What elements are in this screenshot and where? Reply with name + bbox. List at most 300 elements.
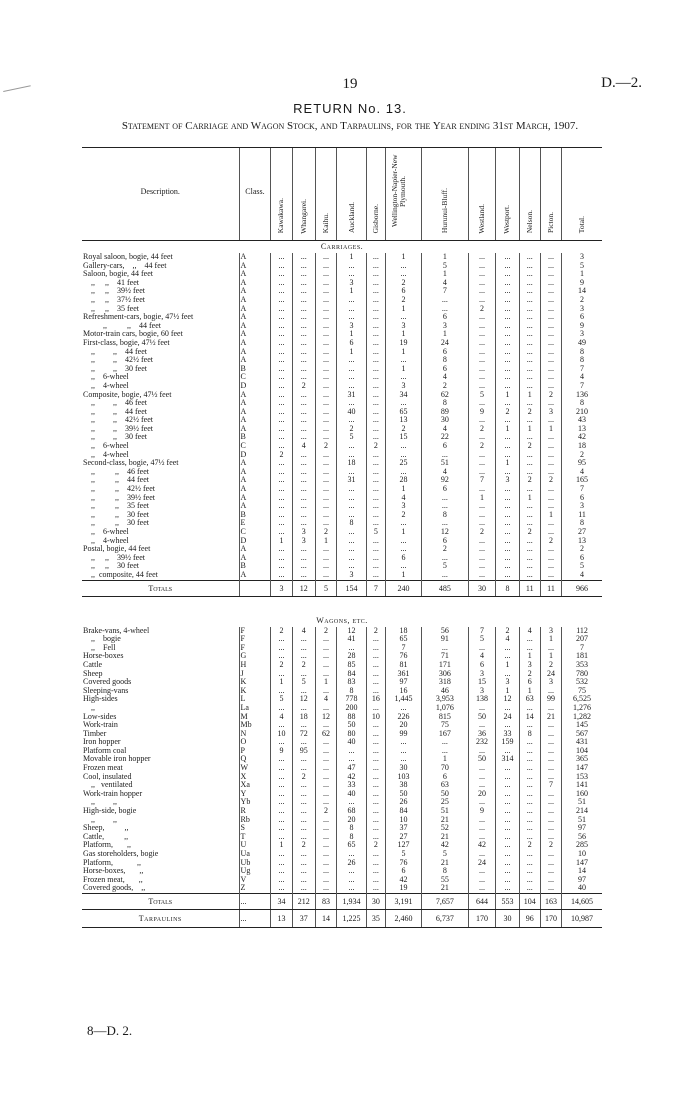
class-cell: A [239,425,271,434]
value-cell: ... [496,571,519,580]
value-cell: 42 [468,841,496,850]
value-cell: ... [519,365,540,374]
value-cell: 9 [468,807,496,816]
value-cell: ... [366,468,385,477]
value-cell: 2 [292,841,315,850]
value-cell: ... [337,356,367,365]
value-cell: ... [292,425,315,434]
total-cell: 567 [562,730,602,739]
value-cell: 200 [337,704,367,713]
value-cell: 76 [385,652,421,661]
value-cell: ... [292,408,315,417]
value-cell: ... [292,545,315,554]
value-cell: ... [519,635,540,644]
table-row [82,305,602,314]
value-cell: ... [519,554,540,563]
value-cell: ... [468,511,496,520]
value-cell: ... [496,833,519,842]
table-row [82,279,602,288]
value-cell: ... [271,635,292,644]
value-cell: ... [468,884,496,893]
value-cell: ... [519,502,540,511]
value-cell: ... [315,502,336,511]
value-cell: 6 [519,678,540,687]
value-cell: ... [271,562,292,571]
class-cell: A [239,408,271,417]
value-cell: ... [315,416,336,425]
value-cell: 1 [496,425,519,434]
value-cell: ... [315,876,336,885]
value-cell: 21 [422,859,469,868]
value-cell: ... [271,494,292,503]
total-cell: 6,525 [562,695,602,704]
col-total: Total. [562,148,602,241]
value-cell: ... [366,313,385,322]
value-cell: 2 [519,841,540,850]
value-cell: ... [468,433,496,442]
section-heading-row [82,615,602,627]
value-cell: ... [468,747,496,756]
description-cell: ,, ,, 44 feet [83,476,149,485]
value-cell: ... [468,764,496,773]
total-cell: 56 [562,833,602,842]
value-cell: ... [468,704,496,713]
value-cell: ... [422,296,469,305]
value-cell: ... [271,781,292,790]
value-cell: 21 [422,833,469,842]
value-cell: ... [540,502,561,511]
value-cell: ... [271,399,292,408]
value-cell: ... [496,773,519,782]
value-cell: 63 [519,695,540,704]
value-cell: ... [468,262,496,271]
value-cell: ... [496,798,519,807]
value-cell: ... [468,287,496,296]
class-cell: A [239,279,271,288]
value-cell: ... [540,554,561,563]
value-cell: 5 [366,528,385,537]
value-cell: ... [519,773,540,782]
value-cell: ... [496,442,519,451]
value-cell: ... [540,850,561,859]
value-cell: ... [540,330,561,339]
value-cell: ... [315,262,336,271]
table-row [82,687,602,696]
value-cell: ... [468,339,496,348]
total-cell: 532 [562,678,602,687]
value-cell: 2 [519,528,540,537]
value-cell: ... [540,867,561,876]
total-cell: 136 [562,391,602,400]
value-cell: ... [292,270,315,279]
value-cell: 12 [292,695,315,704]
value-cell: ... [540,644,561,653]
value-cell: ... [337,755,367,764]
value-cell: 50 [468,755,496,764]
value-cell: ... [315,764,336,773]
description-cell: Timber [83,729,107,738]
value-cell: ... [315,571,336,580]
value-cell: 24 [468,859,496,868]
table-row [82,296,602,305]
value-cell: 97 [385,678,421,687]
class-cell: A [239,391,271,400]
value-cell: ... [519,704,540,713]
description-cell: Composite, bogie, 47½ feet [83,390,172,399]
description-cell: ,, ,, [83,815,117,824]
value-cell: ... [496,494,519,503]
value-cell: ... [540,807,561,816]
description-cell: Platform, ,, [83,841,131,850]
value-cell: 1 [540,635,561,644]
value-cell: ... [519,884,540,893]
value-cell: 28 [385,476,421,485]
table-row [82,270,602,279]
value-cell: 7,657 [422,893,469,909]
value-cell: ... [292,451,315,460]
value-cell: ... [271,391,292,400]
value-cell: ... [468,876,496,885]
value-cell: ... [292,867,315,876]
value-cell: 19 [385,339,421,348]
value-cell: ... [292,339,315,348]
value-cell: ... [540,687,561,696]
value-cell: 10 [385,816,421,825]
total-cell: 49 [562,339,602,348]
value-cell: ... [496,884,519,893]
value-cell: ... [366,399,385,408]
value-cell: ... [292,859,315,868]
class-cell: K [239,678,271,687]
value-cell: 1 [385,528,421,537]
value-cell: ... [315,373,336,382]
value-cell: 3 [468,670,496,679]
value-cell: ... [271,824,292,833]
value-cell: ... [271,365,292,374]
totals-row [82,580,602,596]
class-cell: Z [239,884,271,893]
value-cell: 4 [519,627,540,636]
value-cell: ... [292,322,315,331]
value-cell: 6 [422,348,469,357]
table-row [82,678,602,687]
value-cell: 33 [337,781,367,790]
class-cell: D [239,382,271,391]
class-cell: Xa [239,781,271,790]
value-cell: ... [292,790,315,799]
value-cell: ... [540,884,561,893]
table-row [82,661,602,670]
value-cell: 5 [292,678,315,687]
value-cell: 159 [496,738,519,747]
value-cell: 318 [422,678,469,687]
value-cell: 5 [385,850,421,859]
value-cell: 1 [385,571,421,580]
value-cell: 28 [337,652,367,661]
value-cell: ... [385,519,421,528]
total-cell: 210 [562,408,602,417]
value-cell: ... [315,824,336,833]
total-cell: 97 [562,876,602,885]
value-cell: ... [468,399,496,408]
value-cell: 4 [422,425,469,434]
value-cell: ... [337,262,367,271]
value-cell: ... [315,859,336,868]
value-cell: 1 [468,494,496,503]
value-cell: 2 [540,661,561,670]
description-cell: ,, ,, 39½ feet [83,287,145,296]
value-cell: 2 [422,382,469,391]
class-cell: B [239,433,271,442]
value-cell: 485 [422,580,469,596]
value-cell: ... [468,644,496,653]
value-cell: ... [271,790,292,799]
value-cell: ... [468,816,496,825]
value-cell: ... [292,348,315,357]
total-cell: 6 [562,494,602,503]
value-cell: ... [496,850,519,859]
value-cell: ... [540,494,561,503]
table-row [82,644,602,653]
table-row [82,322,602,331]
value-cell: ... [540,562,561,571]
value-cell: ... [468,867,496,876]
value-cell: 3 [540,627,561,636]
class-cell: K [239,687,271,696]
value-cell: 1,225 [337,909,367,927]
total-cell: 207 [562,635,602,644]
class-cell: F [239,635,271,644]
value-cell: ... [366,747,385,756]
value-cell: 2 [468,425,496,434]
value-cell: ... [337,562,367,571]
value-cell: ... [366,502,385,511]
col-hurunui-bluff: Hurunui-Bluff. [422,148,469,241]
value-cell: 50 [385,790,421,799]
value-cell: ... [468,721,496,730]
value-cell: ... [519,305,540,314]
description-cell: ,, [83,703,95,712]
value-cell: 30 [496,909,519,927]
total-cell: 51 [562,816,602,825]
value-cell: ... [540,816,561,825]
value-cell: ... [315,652,336,661]
value-cell: ... [496,451,519,460]
class-cell: A [239,416,271,425]
table-row [82,494,602,503]
total-cell: 160 [562,790,602,799]
value-cell: 2 [337,425,367,434]
value-cell: ... [366,554,385,563]
col-wellington: Wellington-Napier-New Plymouth. [385,148,421,241]
value-cell: ... [496,433,519,442]
total-cell: 40 [562,884,602,893]
value-cell: ... [540,747,561,756]
class-cell: ... [239,893,271,909]
value-cell: ... [315,365,336,374]
value-cell: ... [496,721,519,730]
value-cell: ... [519,322,540,331]
value-cell: ... [315,704,336,713]
total-cell: 2 [562,296,602,305]
value-cell: ... [519,562,540,571]
table-row [82,339,602,348]
value-cell: ... [366,816,385,825]
value-cell: ... [337,850,367,859]
value-cell: 72 [292,730,315,739]
value-cell: ... [315,755,336,764]
value-cell: ... [468,330,496,339]
value-cell: ... [519,721,540,730]
value-cell: ... [496,270,519,279]
table-row [82,382,602,391]
value-cell: ... [271,644,292,653]
description-cell: ,, ,, 35 feet [83,304,139,313]
class-cell: ... [239,909,271,927]
value-cell: 3 [337,571,367,580]
value-cell: ... [422,494,469,503]
table-row [82,747,602,756]
description-cell: Low-sides [83,712,117,721]
value-cell: ... [271,652,292,661]
value-cell: ... [271,721,292,730]
value-cell: 644 [468,893,496,909]
value-cell: 16 [385,687,421,696]
description-cell: Sheep [83,669,103,678]
value-cell: 170 [540,909,561,927]
table-row [82,652,602,661]
value-cell: 84 [385,807,421,816]
value-cell: ... [337,373,367,382]
value-cell: ... [496,781,519,790]
value-cell: 2 [519,408,540,417]
col-gisborne: Gisborne. [366,148,385,241]
table-row [82,738,602,747]
value-cell: ... [496,330,519,339]
description-cell: ,, ,, 30 feet [83,510,149,519]
value-cell: 6 [422,442,469,451]
value-cell: 1 [519,652,540,661]
value-cell: ... [519,755,540,764]
value-cell: ... [496,841,519,850]
value-cell: ... [540,305,561,314]
value-cell: ... [496,652,519,661]
value-cell: 103 [385,773,421,782]
value-cell: ... [292,433,315,442]
value-cell: ... [271,798,292,807]
value-cell: 3 [540,408,561,417]
value-cell: ... [292,399,315,408]
total-cell: 4 [562,571,602,580]
table-row [82,468,602,477]
value-cell: 4 [271,713,292,722]
value-cell: ... [496,339,519,348]
value-cell: 1 [337,253,367,262]
value-cell: ... [366,296,385,305]
value-cell: ... [315,476,336,485]
value-cell: ... [385,545,421,554]
value-cell: ... [366,511,385,520]
value-cell: 4 [468,652,496,661]
value-cell: ... [468,451,496,460]
value-cell: ... [519,373,540,382]
value-cell: ... [468,773,496,782]
value-cell: ... [385,313,421,322]
value-cell: ... [496,373,519,382]
value-cell: 1 [271,841,292,850]
value-cell: ... [366,425,385,434]
value-cell: ... [271,270,292,279]
description-cell: Platform coal [83,746,127,755]
value-cell: ... [292,816,315,825]
value-cell: 5 [337,433,367,442]
description-cell: ,, ,, 30 feet [83,562,139,571]
section-heading-row [82,241,602,254]
value-cell: ... [468,468,496,477]
table-row [82,416,602,425]
total-cell: 3 [562,330,602,339]
value-cell: 3 [496,476,519,485]
class-cell: X [239,773,271,782]
total-cell: 95 [562,459,602,468]
value-cell: ... [271,382,292,391]
value-cell: ... [496,313,519,322]
class-cell: M [239,713,271,722]
description-cell: ,, ,, 39½ feet [83,553,145,562]
value-cell: ... [468,850,496,859]
value-cell: ... [540,545,561,554]
value-cell: 5 [468,391,496,400]
value-cell: 3 [292,528,315,537]
description-cell: ,, ,, 42½ feet [83,485,155,494]
value-cell: ... [540,824,561,833]
description-cell: Frozen meat [83,764,123,773]
description-cell: ,, ,, [83,798,117,807]
value-cell: ... [519,382,540,391]
value-cell: ... [540,876,561,885]
value-cell: 40 [337,738,367,747]
value-cell: ... [271,519,292,528]
value-cell: 62 [315,730,336,739]
description-cell: ,, ,, 35 feet [83,502,149,511]
value-cell: ... [366,859,385,868]
class-cell: Rb [239,816,271,825]
value-cell: 7 [468,476,496,485]
value-cell: ... [271,554,292,563]
value-cell: 14 [315,909,336,927]
value-cell: 154 [337,580,367,596]
value-cell: ... [496,262,519,271]
value-cell: ... [271,442,292,451]
value-cell: ... [496,562,519,571]
class-cell: V [239,876,271,885]
value-cell: ... [468,416,496,425]
value-cell: ... [271,287,292,296]
col-whangarei: Whangarei. [292,148,315,241]
value-cell: ... [540,485,561,494]
value-cell: 171 [422,661,469,670]
table-row [82,545,602,554]
footer-reference: 8—D. 2. [87,1023,133,1038]
value-cell: ... [271,416,292,425]
value-cell: ... [271,884,292,893]
value-cell: ... [292,305,315,314]
value-cell: ... [468,502,496,511]
value-cell: 50 [337,721,367,730]
value-cell: 8 [519,730,540,739]
value-cell: ... [496,644,519,653]
total-cell: 8 [562,348,602,357]
